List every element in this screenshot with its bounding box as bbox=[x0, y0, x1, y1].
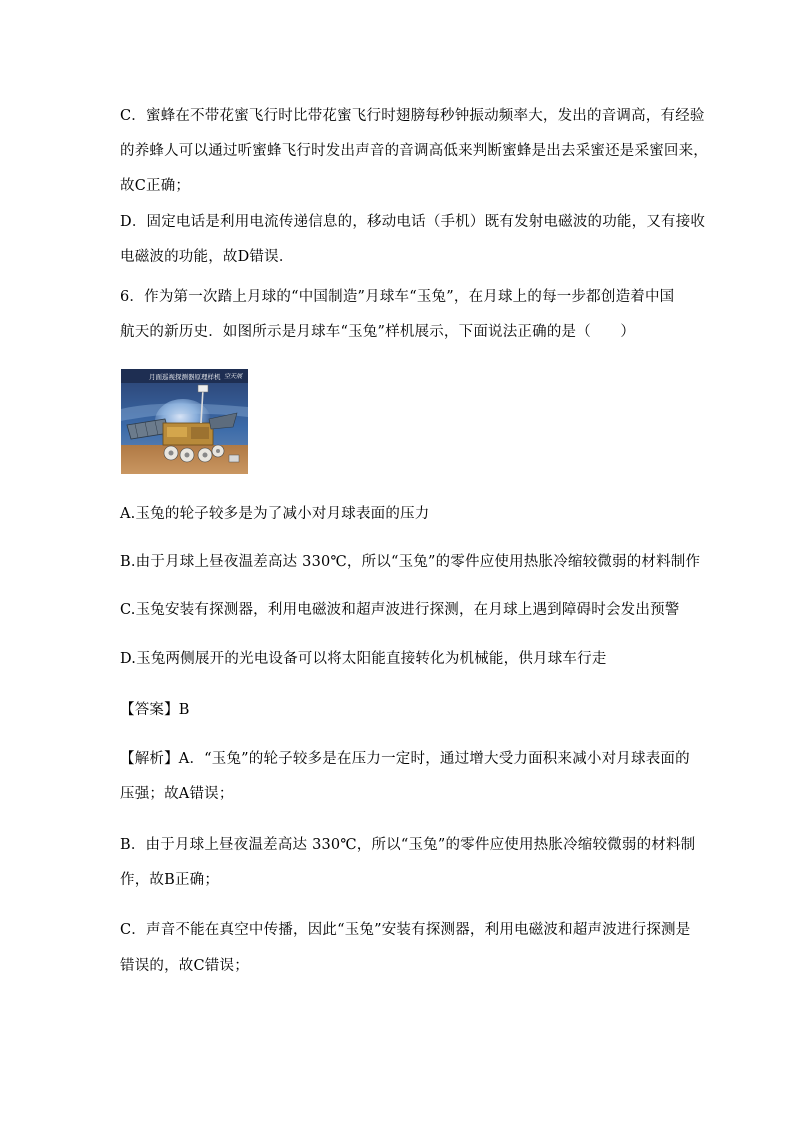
analysis-c-line-2: 错误的，故C错误； bbox=[120, 958, 249, 974]
question-line-1: 6．作为第一次踏上月球的“中国制造”月球车“玉兔”，在月球上的每一步都创造着中国 bbox=[120, 289, 675, 305]
banner-text: 月面巡视探测器原理样机 bbox=[149, 373, 221, 381]
yutu-rover-photo bbox=[121, 369, 248, 474]
question-line-2: 航天的新历史．如图所示是月球车“玉兔”样机展示，下面说法正确的是（ ） bbox=[120, 324, 636, 340]
analysis-c-line-1: C．声音不能在真空中传播，因此“玉兔”安装有探测器，利用电磁波和超声波进行探测是 bbox=[120, 922, 691, 938]
option-d: D.玉兔两侧展开的光电设备可以将太阳能直接转化为机械能，供月球车行走 bbox=[120, 651, 607, 667]
option-c: C.玉兔安装有探测器，利用电磁波和超声波进行探测，在月球上遇到障碍时会发出预警 bbox=[120, 602, 680, 618]
analysis-b-line-2: 作，故B正确； bbox=[120, 872, 220, 888]
analysis-a-line-2: 压强；故A错误； bbox=[120, 786, 234, 802]
option-a: A.玉兔的轮子较多是为了减小对月球表面的压力 bbox=[120, 506, 430, 522]
prev-analysis-c-line-2: 的养蜂人可以通过听蜜蜂飞行时发出声音的音调高低来判断蜜蜂是出去采蜜还是采蜜回来， bbox=[120, 143, 708, 159]
prev-analysis-c-line-1: C．蜜蜂在不带花蜜飞行时比带花蜜飞行时翅膀每秒钟振动频率大，发出的音调高，有经验 bbox=[120, 108, 705, 124]
analysis-a-line-1: 【解析】A．“玉兔”的轮子较多是在压力一定时，通过增大受力面积来减小对月球表面的 bbox=[120, 751, 690, 767]
prev-analysis-c-line-3: 故C正确； bbox=[120, 178, 191, 194]
analysis-b-line-1: B．由于月球上昼夜温差高达 330℃，所以“玉兔”的零件应使用热胀冷缩较微弱的材料制 bbox=[120, 837, 696, 853]
corner-logo-text: 空天展 bbox=[224, 373, 243, 380]
prev-analysis-d-line-2: 电磁波的功能，故D错误． bbox=[120, 249, 294, 265]
prev-analysis-d-line-1: D．固定电话是利用电流传递信息的，移动电话（手机）既有发射电磁波的功能，又有接收 bbox=[120, 214, 706, 230]
answer: 【答案】B bbox=[120, 702, 190, 718]
option-b: B.由于月球上昼夜温差高达 330℃，所以“玉兔”的零件应使用热胀冷缩较微弱的材料制作 bbox=[120, 554, 701, 570]
